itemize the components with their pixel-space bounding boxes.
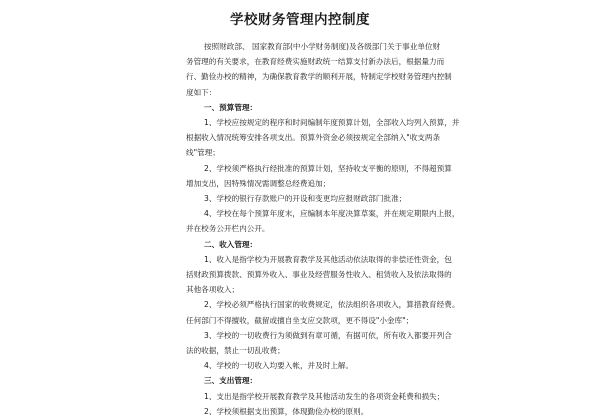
section-heading: 二、收入管理： [204,239,258,249]
body-text-line: 度如下： [186,87,217,97]
body-text-line: 并在校务公开栏内公开。 [186,224,270,234]
body-text-line: 3、学校的一切收费行为须做到有章可循，有据可依，所有收入都要开列合 [204,330,452,340]
body-text-line: 2、学校须严格执行经批准的预算计划，坚持收支平衡的原则，不得超预算 [204,163,452,173]
section-heading: 三、支出管理： [204,376,258,386]
body-text-line: 增加支出，因特殊情况需调整总经费追加； [186,178,331,188]
document-title: 学校财务管理内控制度 [230,12,370,28]
body-text-line: 务管理的有关要求，在教育经费实施财政统一结算支付新办法后，根据量力而 [186,57,445,67]
body-text-line: 4、学校的一切收入均要入帐，并及时上解。 [204,361,354,371]
body-text-line: 1、收入是指学校为开展教育教学及其他活动依法取得的非偿还性资金，包 [204,254,452,264]
body-text-line: 括财政预算拨款、预算外收入、事业及经营服务性收入、租赁收入及依法取得的 [186,270,452,279]
body-text-line: 2、学校须根据支出预算，体现勤俭办校的原则。 [204,406,369,416]
body-text-line: 行、勤俭办校的精神，为确保教育教学的顺利开展，特制定学校财务管理内控制 [186,72,452,82]
body-text-line: 4、学校在每个预算年度末，应编制本年度决算草案，并在规定期限内上报， [204,209,460,219]
body-text-line: 1、学校应按规定的程序和时间编制年度预算计划，全部收入均列入预算，并 [204,118,460,127]
body-text-line: 3、学校的银行存款账户的开设和变更均应报财政部门批准； [204,194,407,203]
body-text-line: 1、支出是指学校开展教育教学及其他活动发生的各项资金耗费和损失； [204,391,445,401]
body-text-line: 任何部门不得擅收，截留或擅自坐支应交款项，更不得设"小金库"； [186,315,414,325]
section-heading: 一、预算管理： [204,102,258,112]
body-text-line: 按照财政部、 国家教育部(中小学财务制度)及各级部门关于事业单位财 [204,42,441,51]
body-text-line: 线"管理； [186,148,220,158]
body-text-line: 2、学校必须严格执行国家的收费规定，依法组织各项收入，算措教育经费。 [204,300,460,310]
body-text-line: 根据收入情况统筹安排各项支出。预算外资金必须按规定全部纳入"收支两条 [186,133,441,143]
body-text-line: 其他各项收入； [186,285,240,295]
body-text-line: 法的收据，禁止一切乱收费； [186,346,285,355]
